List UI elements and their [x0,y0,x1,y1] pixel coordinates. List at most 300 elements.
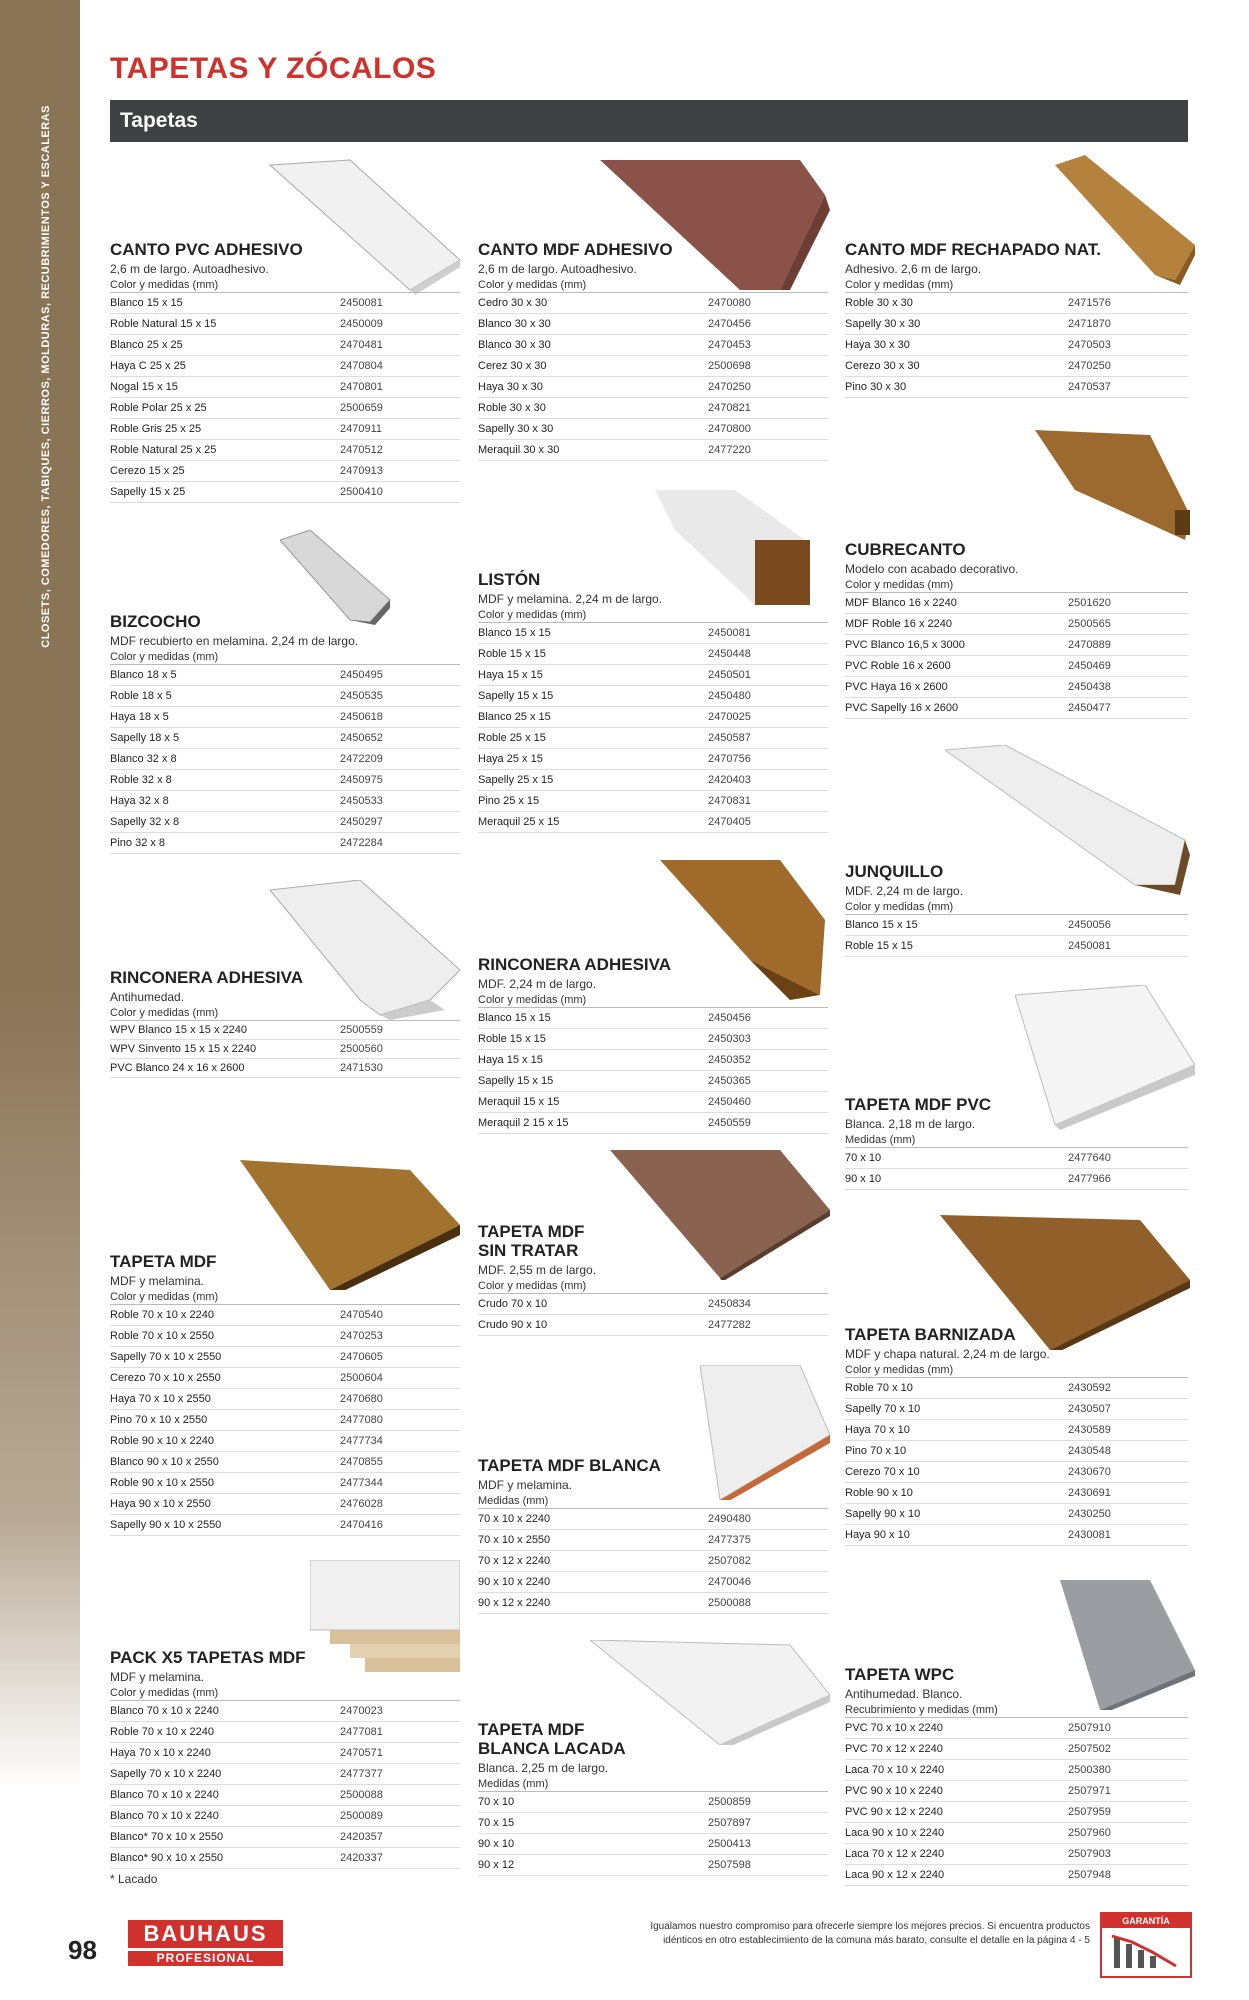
table-row [110,1701,460,1722]
row-label: Cerezo 15 x 25 [110,465,185,477]
table-row [478,791,828,812]
row-code: 2420337 [340,1852,383,1864]
row-label: Roble 30 x 30 [478,402,546,414]
row-label: Blanco 70 x 10 x 2240 [110,1789,219,1801]
guarantee-label: GARANTÍA [1102,1914,1190,1928]
table-row [478,1572,828,1593]
row-code: 2507897 [708,1817,751,1829]
row-code: 2470503 [1068,339,1111,351]
row-label: Meraquil 15 x 15 [478,1096,560,1108]
table-row [110,1827,460,1848]
table-row [110,728,460,749]
product-title: BIZCOCHO [110,612,201,631]
table-row [845,1169,1188,1190]
row-code: 2472284 [340,837,383,849]
table-row [110,1389,460,1410]
table-header: Color y medidas (mm) [845,578,1188,593]
row-label: Cerezo 70 x 10 [845,1466,920,1478]
row-label: Roble 18 x 5 [110,690,172,702]
table-row [478,419,828,440]
row-code: 2420403 [708,774,751,786]
table-row [110,1059,460,1078]
row-code: 2450056 [1068,919,1111,931]
table-row [110,1722,460,1743]
product-title: TAPETA MDF [110,1252,217,1271]
row-code: 2450480 [708,690,751,702]
product-canto-mdf [478,240,828,461]
table-row [478,1530,828,1551]
table-header: Color y medidas (mm) [478,1279,828,1294]
row-code: 2477282 [708,1319,751,1331]
row-code: 2450438 [1068,681,1111,693]
table-row [110,791,460,812]
table-row [110,482,460,503]
row-code: 2430250 [1068,1508,1111,1520]
row-label: WPV Sinvento 15 x 15 x 2240 [110,1043,257,1055]
table-row [110,377,460,398]
row-code: 2430548 [1068,1445,1111,1457]
product-tapeta-mdf-pvc [845,1095,1188,1190]
bizcocho-image [280,530,400,625]
row-code: 2477640 [1068,1152,1111,1164]
row-label: Crudo 70 x 10 [478,1298,548,1310]
product-description: Modelo con acabado decorativo. [845,562,1019,576]
row-code: 2470046 [708,1576,751,1588]
row-label: Roble 32 x 8 [110,774,172,786]
table-row [845,1462,1188,1483]
row-label: Haya 90 x 10 [845,1529,910,1541]
row-label: 70 x 15 [478,1817,515,1829]
row-code: 2477344 [340,1477,383,1489]
row-code: 2500089 [340,1810,383,1822]
row-code: 2500560 [340,1043,383,1055]
price-guarantee-note: Igualamos nuestro compromiso para ofrecerle siempre los mejores precios. Si encuentra productos idénticos en otro establecimiento de la comuna más barato, consulte el detalle en la página 4 - 5 [650,1921,1090,1946]
table-row [110,335,460,356]
row-label: Blanco* 70 x 10 x 2550 [110,1831,224,1843]
row-code: 2507082 [708,1555,751,1567]
row-label: 70 x 12 x 2240 [478,1555,551,1567]
row-code: 2450495 [340,669,383,681]
row-label: Sapelly 15 x 25 [110,486,186,498]
table-row [478,644,828,665]
product-description: MDF y melamina. [110,1274,205,1288]
row-code: 2500565 [1068,618,1111,630]
row-label: MDF Roble 16 x 2240 [845,618,952,630]
row-label: Haya 70 x 10 x 2550 [110,1393,211,1405]
row-code: 2477734 [340,1435,383,1447]
row-label: Roble 25 x 15 [478,732,546,744]
row-label: Roble 70 x 10 [845,1382,913,1394]
row-label: Blanco* 90 x 10 x 2550 [110,1852,224,1864]
table-row [110,665,460,686]
table-header: Color y medidas (mm) [478,608,828,623]
row-label: Sapelly 30 x 30 [845,318,921,330]
row-code: 2430589 [1068,1424,1111,1436]
logo-main-text: BAUHAUS [128,1920,283,1948]
table-header: Medidas (mm) [478,1777,828,1792]
table-row [110,1305,460,1326]
product-title: TAPETA MDF SIN TRATAR [478,1222,585,1260]
row-label: Haya 15 x 15 [478,669,543,681]
row-label: PVC 90 x 12 x 2240 [845,1806,943,1818]
row-label: Sapelly 25 x 15 [478,774,554,786]
row-code: 2470250 [1068,360,1111,372]
product-description: MDF. 2,24 m de largo. [845,884,964,898]
table-row [478,293,828,314]
row-code: 2500604 [340,1372,383,1384]
table-row [110,749,460,770]
table-header: Color y medidas (mm) [845,900,1188,915]
footnote: * Lacado [110,1872,158,1886]
table-header: Color y medidas (mm) [845,1363,1188,1378]
row-code: 2430507 [1068,1403,1111,1415]
product-description: MDF y chapa natural. 2,24 m de largo. [845,1347,1050,1361]
product-title: RINCONERA ADHESIVA [478,955,671,974]
table-row [845,335,1188,356]
row-label: Blanco 15 x 15 [478,1012,551,1024]
row-code: 2470025 [708,711,751,723]
table-row [110,356,460,377]
row-label: Roble 70 x 10 x 2550 [110,1330,214,1342]
row-label: Sapelly 90 x 10 x 2550 [110,1519,222,1531]
row-label: PVC Blanco 24 x 16 x 2600 [110,1062,245,1074]
table-header: Color y medidas (mm) [110,1686,460,1701]
product-title: LISTÓN [478,570,541,589]
product-title: CANTO PVC ADHESIVO [110,240,303,259]
row-code: 2476028 [340,1498,383,1510]
row-code: 2470456 [708,318,751,330]
row-label: Haya 18 x 5 [110,711,169,723]
table-row [478,728,828,749]
row-label: Haya C 25 x 25 [110,360,186,372]
row-code: 2450618 [340,711,383,723]
row-label: Blanco 15 x 15 [478,627,551,639]
row-code: 2470080 [708,297,751,309]
row-label: Roble 30 x 30 [845,297,913,309]
table-row [478,812,828,833]
table-row [110,1515,460,1536]
product-title: JUNQUILLO [845,862,944,881]
product-description: 2,6 m de largo. Autoadhesivo. [478,262,637,276]
row-label: Sapelly 90 x 10 [845,1508,921,1520]
row-label: Blanco 25 x 25 [110,339,183,351]
table-header: Medidas (mm) [478,1494,828,1509]
row-code: 2500698 [708,360,751,372]
product-canto-pvc [110,240,460,503]
row-label: Blanco 15 x 15 [110,297,183,309]
row-code: 2450834 [708,1298,751,1310]
row-code: 2470855 [340,1456,383,1468]
row-code: 2450469 [1068,660,1111,672]
row-label: Crudo 90 x 10 [478,1319,548,1331]
product-title: RINCONERA ADHESIVA [110,968,303,987]
row-code: 2477220 [708,444,751,456]
row-code: 2477080 [340,1414,383,1426]
row-code: 2470250 [708,381,751,393]
table-row [478,1813,828,1834]
table-row [110,1431,460,1452]
row-code: 2450456 [708,1012,751,1024]
row-code: 2507960 [1068,1827,1111,1839]
row-label: Laca 90 x 12 x 2240 [845,1869,945,1881]
table-row [478,1071,828,1092]
row-label: PVC Blanco 16,5 x 3000 [845,639,965,651]
table-row [845,1420,1188,1441]
table-row [845,1739,1188,1760]
row-label: Haya 90 x 10 x 2550 [110,1498,211,1510]
product-description: MDF y melamina. [110,1670,205,1684]
product-description: MDF. 2,24 m de largo. [478,977,597,991]
row-code: 2507948 [1068,1869,1111,1881]
table-row [478,440,828,461]
row-code: 2450365 [708,1075,751,1087]
product-title: TAPETA MDF BLANCA [478,1456,661,1475]
row-label: Roble Gris 25 x 25 [110,423,202,435]
table-header: Color y medidas (mm) [110,1006,460,1021]
row-label: Blanco 90 x 10 x 2550 [110,1456,219,1468]
table-row [478,1792,828,1813]
table-row [478,1029,828,1050]
row-code: 2470913 [340,465,383,477]
product-description: Blanca. 2,25 m de largo. [478,1761,609,1775]
table-row [845,1441,1188,1462]
row-code: 2470821 [708,402,751,414]
row-code: 2477377 [340,1768,383,1780]
row-label: 70 x 10 x 2240 [478,1513,551,1525]
table-row [110,440,460,461]
sidebar-category-text: CLOSETS, COMEDORES, TABIQUES, CIERROS, MOLDURAS, RECUBRIMIENTOS Y ESCALERAS [40,105,52,648]
table-row [110,1347,460,1368]
row-label: Pino 25 x 15 [478,795,540,807]
table-row [110,770,460,791]
row-label: Blanco 18 x 5 [110,669,177,681]
table-row [845,1760,1188,1781]
table-row [110,707,460,728]
table-row [845,1802,1188,1823]
row-code: 2450587 [708,732,751,744]
row-label: Roble 15 x 15 [845,940,913,952]
table-row [845,1718,1188,1739]
product-rinconera-adhesiva-2 [478,955,828,1134]
product-title: CANTO MDF ADHESIVO [478,240,673,259]
row-code: 2450303 [708,1033,751,1045]
table-row [110,1848,460,1869]
product-tapeta-mdf [110,1252,460,1536]
row-label: Sapelly 70 x 10 x 2240 [110,1768,222,1780]
logo-sub-text: PROFESIONAL [128,1951,283,1966]
page-title: TAPETAS Y ZÓCALOS [110,52,437,85]
row-label: Blanco 25 x 15 [478,711,551,723]
row-code: 2470253 [340,1330,383,1342]
row-code: 2470801 [340,381,383,393]
row-code: 2507910 [1068,1722,1111,1734]
product-tapeta-blanca [478,1456,828,1614]
row-label: Roble 15 x 15 [478,1033,546,1045]
table-row [110,1473,460,1494]
table-row [478,1294,828,1315]
table-row [478,1834,828,1855]
row-label: Haya 70 x 10 [845,1424,910,1436]
table-row [845,1378,1188,1399]
table-row [845,1148,1188,1169]
table-row [110,1326,460,1347]
bauhaus-logo [128,1920,283,1966]
row-label: 90 x 12 [478,1859,515,1871]
table-header: Color y medidas (mm) [478,993,828,1008]
table-row [478,314,828,335]
row-code: 2500559 [340,1024,383,1036]
product-liston [478,570,828,833]
row-label: Haya 70 x 10 x 2240 [110,1747,211,1759]
table-row [110,398,460,419]
table-row [110,1785,460,1806]
row-code: 2470756 [708,753,751,765]
table-header: Color y medidas (mm) [845,278,1188,293]
row-label: PVC Sapelly 16 x 2600 [845,702,959,714]
row-label: PVC 90 x 10 x 2240 [845,1785,943,1797]
table-row [845,1525,1188,1546]
row-label: Laca 90 x 10 x 2240 [845,1827,945,1839]
table-row [478,1855,828,1876]
product-description: Antihumedad. [110,990,185,1004]
row-code: 2430081 [1068,1529,1111,1541]
table-row [110,1452,460,1473]
row-label: Roble 90 x 10 [845,1487,913,1499]
row-code: 2470680 [340,1393,383,1405]
row-label: Cerezo 70 x 10 x 2550 [110,1372,221,1384]
row-code: 2450501 [708,669,751,681]
table-row [478,356,828,377]
row-code: 2470453 [708,339,751,351]
row-code: 2450009 [340,318,383,330]
table-row [845,1483,1188,1504]
product-description: MDF y melamina. [478,1478,573,1492]
row-label: Roble Natural 15 x 15 [110,318,217,330]
row-code: 2470512 [340,444,383,456]
row-label: Laca 70 x 12 x 2240 [845,1848,945,1860]
table-row [478,1551,828,1572]
table-row [845,635,1188,656]
product-title: CANTO MDF RECHAPADO NAT. [845,240,1101,259]
row-label: Roble Natural 25 x 25 [110,444,217,456]
product-tapeta-lacada [478,1720,828,1876]
row-code: 2470605 [340,1351,383,1363]
row-code: 2450533 [340,795,383,807]
table-row [845,1823,1188,1844]
row-code: 2450081 [708,627,751,639]
table-row [845,377,1188,398]
row-code: 2490480 [708,1513,751,1525]
row-label: Cerez 30 x 30 [478,360,547,372]
table-row [478,665,828,686]
product-description: Blanca. 2,18 m de largo. [845,1117,976,1131]
product-cubrecanto [845,540,1188,719]
table-row [845,677,1188,698]
cubrecanto-image [1035,430,1195,540]
row-code: 2450460 [708,1096,751,1108]
table-row [845,1865,1188,1886]
row-label: Sapelly 15 x 15 [478,690,554,702]
table-row [478,707,828,728]
row-label: Sapelly 30 x 30 [478,423,554,435]
row-code: 2470481 [340,339,383,351]
table-row [110,1410,460,1431]
row-label: Roble 90 x 10 x 2240 [110,1435,214,1447]
product-junquillo [845,862,1188,957]
product-title: TAPETA MDF BLANCA LACADA [478,1720,626,1758]
row-code: 2430691 [1068,1487,1111,1499]
row-label: Roble 70 x 10 x 2240 [110,1309,214,1321]
row-label: PVC 70 x 10 x 2240 [845,1722,943,1734]
row-code: 2477966 [1068,1173,1111,1185]
row-code: 2450652 [340,732,383,744]
section-header: Tapetas [110,100,1188,142]
row-label: Cedro 30 x 30 [478,297,548,309]
row-code: 2507971 [1068,1785,1111,1797]
row-code: 2500410 [340,486,383,498]
row-label: 70 x 10 x 2550 [478,1534,551,1546]
row-label: Pino 30 x 30 [845,381,907,393]
row-code: 2470416 [340,1519,383,1531]
product-description: MDF recubierto en melamina. 2,24 m de largo. [110,634,359,648]
row-code: 2500380 [1068,1764,1111,1776]
product-description: Antihumedad. Blanco. [845,1687,963,1701]
row-label: Haya 30 x 30 [478,381,543,393]
table-row [478,686,828,707]
row-code: 2471870 [1068,318,1111,330]
table-row [110,1764,460,1785]
row-label: Meraquil 2 15 x 15 [478,1117,569,1129]
row-code: 2500659 [340,402,383,414]
row-label: Roble 90 x 10 x 2550 [110,1477,214,1489]
row-label: PVC Haya 16 x 2600 [845,681,948,693]
row-label: 70 x 10 [478,1796,515,1808]
table-row [845,936,1188,957]
table-row [845,293,1188,314]
chart-down-icon [1102,1928,1190,1974]
product-description: 2,6 m de largo. Autoadhesivo. [110,262,269,276]
table-row [478,749,828,770]
table-header: Recubrimiento y medidas (mm) [845,1703,1188,1718]
row-code: 2507959 [1068,1806,1111,1818]
row-code: 2470831 [708,795,751,807]
price-guarantee-badge [1100,1912,1192,1978]
row-label: Blanco 15 x 15 [845,919,918,931]
table-row [478,1092,828,1113]
row-code: 2470571 [340,1747,383,1759]
row-code: 2470537 [1068,381,1111,393]
table-row [110,1368,460,1389]
table-row [478,1113,828,1134]
row-label: Blanco 30 x 30 [478,318,551,330]
table-row [478,398,828,419]
table-row [845,593,1188,614]
row-label: MDF Blanco 16 x 2240 [845,597,957,609]
row-code: 2500413 [708,1838,751,1850]
table-row [110,1494,460,1515]
table-row [845,698,1188,719]
category-sidebar [0,0,80,1790]
row-label: Sapelly 15 x 15 [478,1075,554,1087]
row-label: 90 x 12 x 2240 [478,1597,551,1609]
row-code: 2420357 [340,1831,383,1843]
table-row [845,314,1188,335]
row-label: Roble 70 x 10 x 2240 [110,1726,214,1738]
row-label: Cerezo 30 x 30 [845,360,920,372]
table-row [478,1008,828,1029]
table-row [845,1781,1188,1802]
table-row [478,1315,828,1336]
